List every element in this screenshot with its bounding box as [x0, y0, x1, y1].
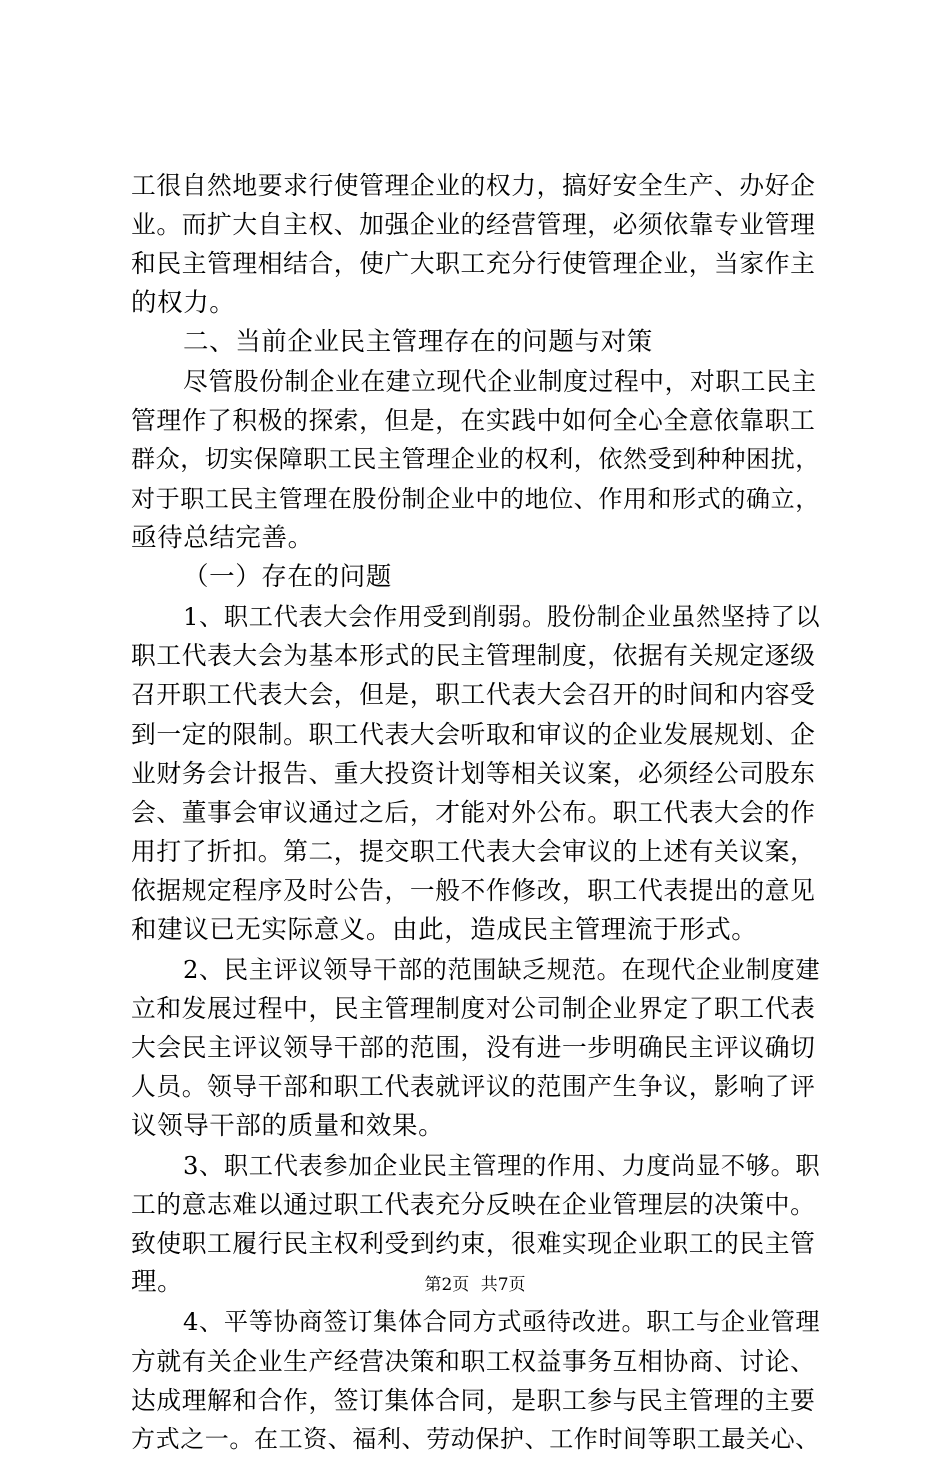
- text-line: 用打了折扣。第二，提交职工代表大会审议的上述有关议案，: [131, 837, 816, 867]
- text-line: 方就有关企业生产经营决策和职工权益事务互相协商、讨论、: [131, 1346, 816, 1376]
- page-total: 共7页: [480, 1275, 526, 1295]
- text-line: 职工代表大会为基本形式的民主管理制度，依据有关规定逐级: [131, 641, 816, 671]
- text-line: 二、当前企业民主管理存在的问题与对策: [183, 326, 653, 357]
- text-line: 2、民主评议领导干部的范围缺乏规范。在现代企业制度建: [183, 954, 821, 984]
- text-line: 工很自然地要求行使管理企业的权力，搞好安全生产、办好企: [131, 171, 816, 200]
- text-line: 依据规定程序及时公告，一般不作修改，职工代表提出的意见: [131, 876, 816, 906]
- text-line: 人员。领导干部和职工代表就评议的范围产生争议，影响了评: [131, 1072, 816, 1102]
- text-line: 亟待总结完善。: [131, 522, 314, 553]
- text-line: 群众，切实保障职工民主管理企业的权利，依然受到种种困扰，: [131, 445, 820, 474]
- text-line: 会、董事会审议通过之后，才能对外公布。职工代表大会的作: [131, 798, 816, 827]
- text-line: 和民主管理相结合，使广大职工充分行使管理企业，当家作主: [131, 249, 816, 279]
- text-line: 的权力。: [131, 287, 236, 318]
- text-line: 业财务会计报告、重大投资计划等相关议案，必须经公司股东: [131, 758, 816, 788]
- text-line: 3、职工代表参加企业民主管理的作用、力度尚显不够。职: [183, 1150, 821, 1180]
- text-line: 尽管股份制企业在建立现代企业制度过程中，对职工民主: [183, 366, 817, 396]
- text-line: （一）存在的问题: [183, 561, 392, 592]
- text-line: 召开职工代表大会，但是，职工代表大会召开的时间和内容受: [131, 680, 816, 710]
- text-line: 大会民主评议领导干部的范围，没有进一步明确民主评议确切: [131, 1033, 816, 1063]
- document-body: [131, 166, 821, 1459]
- text-line: 达成理解和合作，签订集体合同，是职工参与民主管理的主要: [131, 1385, 816, 1415]
- page-number: 第2页: [424, 1275, 470, 1295]
- text-line: 立和发展过程中，民主管理制度对公司制企业界定了职工代表: [131, 993, 816, 1023]
- text-line: 致使职工履行民主权利受到约束，很难实现企业职工的民主管: [131, 1229, 816, 1259]
- text-line: 工的意志难以通过职工代表充分反映在企业管理层的决策中。: [131, 1189, 816, 1219]
- text-line: 方式之一。在工资、福利、劳动保护、工作时间等职工最关心、: [131, 1425, 820, 1453]
- text-line: 对于职工民主管理在股份制企业中的地位、作用和形式的确立，: [131, 484, 820, 513]
- text-line: 到一定的限制。职工代表大会听取和审议的企业发展规划、企: [131, 719, 816, 749]
- text-line: 1、职工代表大会作用受到削弱。股份制企业虽然坚持了以: [183, 602, 821, 632]
- text-line: 议领导干部的质量和效果。: [131, 1110, 445, 1141]
- text-line: 管理作了积极的探索，但是，在实践中如何全心全意依靠职工: [131, 406, 816, 436]
- text-line: 和建议已无实际意义。由此，造成民主管理流于形式。: [131, 914, 758, 945]
- text-line: 4、平等协商签订集体合同方式亟待改进。职工与企业管理: [183, 1307, 821, 1337]
- text-line: 业。而扩大自主权、加强企业的经营管理，必须依靠专业管理: [131, 210, 816, 240]
- text-line: 理。: [131, 1267, 184, 1298]
- page-footer: [0, 1275, 950, 1295]
